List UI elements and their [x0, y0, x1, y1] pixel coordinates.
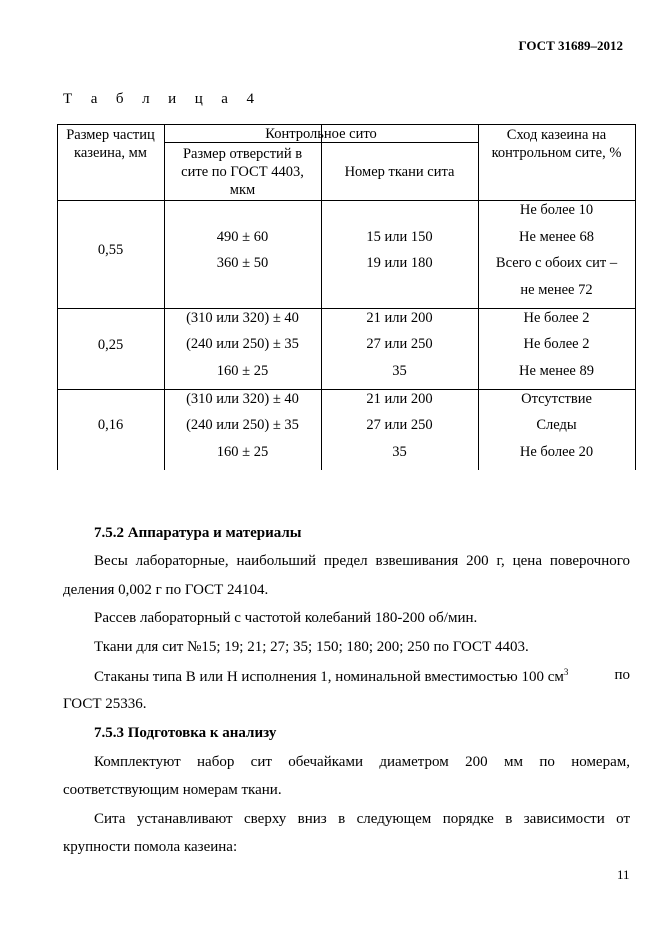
cell-fabric-number: 27 или 250 — [366, 417, 433, 433]
cell-hole-size: 490 ± 60 — [216, 229, 269, 245]
cell-residue: Не менее 68 — [519, 229, 594, 245]
paragraph-line: деления 0,002 г по ГОСТ 24104. — [63, 582, 269, 598]
cell-residue: Следы — [536, 417, 577, 433]
section-heading: 7.5.3 Подготовка к анализу — [94, 725, 277, 741]
cell-residue: Не более 2 — [523, 336, 590, 352]
cell-hole-size: (240 или 250) ± 35 — [186, 417, 299, 433]
cell-hole-size: (240 или 250) ± 35 — [186, 336, 299, 352]
cell-particle-size: 0,55 — [97, 242, 124, 258]
cell-hole-size: 160 ± 25 — [216, 363, 269, 379]
cell-residue: Всего с обоих сит – — [495, 255, 618, 271]
cell-hole-size: 160 ± 25 — [216, 444, 269, 460]
paragraph-line: Комплектуют набор сит обечайками диаметром 200 мм по номерам, — [94, 754, 630, 770]
paragraph-line: ГОСТ 25336. — [63, 696, 147, 712]
cell-residue: Не более 2 — [523, 310, 590, 326]
cell-fabric-number: 21 или 200 — [366, 391, 433, 407]
cell-residue: Не более 20 — [519, 444, 594, 460]
paragraph-line: крупности помола казеина: — [63, 839, 238, 855]
cell-residue: Не более 10 — [519, 202, 594, 218]
document-header: ГОСТ 31689–2012 — [518, 38, 623, 53]
cell-hole-size: (310 или 320) ± 40 — [186, 310, 299, 326]
section-heading: 7.5.2 Аппаратура и материалы — [94, 525, 302, 541]
cell-particle-size: 0,16 — [97, 417, 124, 433]
paragraph-line: соответствующим номерам ткани. — [63, 782, 282, 798]
cell-fabric-number: 15 или 150 — [366, 229, 433, 245]
cell-residue: Не менее 89 — [519, 363, 594, 379]
paragraph-line — [94, 667, 630, 686]
page-number: 11 — [617, 867, 630, 882]
paragraph-line: Ткани для сит №15; 19; 21; 27; 35; 150; 180; 200; 250 по ГОСТ 4403. — [94, 639, 529, 655]
cell-residue: Отсутствие — [521, 391, 592, 407]
cell-residue: не менее 72 — [520, 282, 593, 298]
column-header-fabric-number: Номер ткани сита — [344, 164, 455, 180]
table-caption: Т а б л и ц а 4 — [63, 91, 262, 107]
paragraph-line: Рассев лабораторный с частотой колебаний 180-200 об/мин. — [94, 610, 478, 626]
paragraph-line: Сита устанавливают сверху вниз в следующем порядке в зависимости от — [94, 811, 630, 827]
column-header-hole-size: Размер отверстий в сите по ГОСТ 4403, мкм — [181, 146, 304, 198]
column-group-control-sieve: Контрольное сито — [265, 126, 377, 142]
cell-hole-size: (310 или 320) ± 40 — [186, 391, 299, 407]
cell-particle-size: 0,25 — [97, 337, 124, 353]
cell-fabric-number: 35 — [392, 444, 407, 460]
sieve-table — [57, 124, 636, 470]
superscript: 3 — [563, 667, 569, 677]
table-border-right — [635, 124, 636, 470]
cell-fabric-number: 27 или 250 — [366, 336, 433, 352]
text-fragment: Стаканы типа В или Н исполнения 1, номинальной вместимостью 100 $см^3$ — [94, 667, 569, 685]
cell-fabric-number: 35 — [392, 363, 407, 379]
column-header-casein-residue: Сход казеина на контрольном сите, % — [491, 127, 622, 161]
column-header-particle-size: Размер частиц казеина, мм — [66, 127, 155, 161]
cell-hole-size: 360 ± 50 — [216, 255, 269, 271]
cell-fabric-number: 19 или 180 — [366, 255, 433, 271]
paragraph-line: Весы лабораторные, наибольший предел взвешивания 200 г, цена поверочного — [94, 553, 630, 569]
cell-fabric-number: 21 или 200 — [366, 310, 433, 326]
text-fragment: по — [614, 667, 630, 683]
